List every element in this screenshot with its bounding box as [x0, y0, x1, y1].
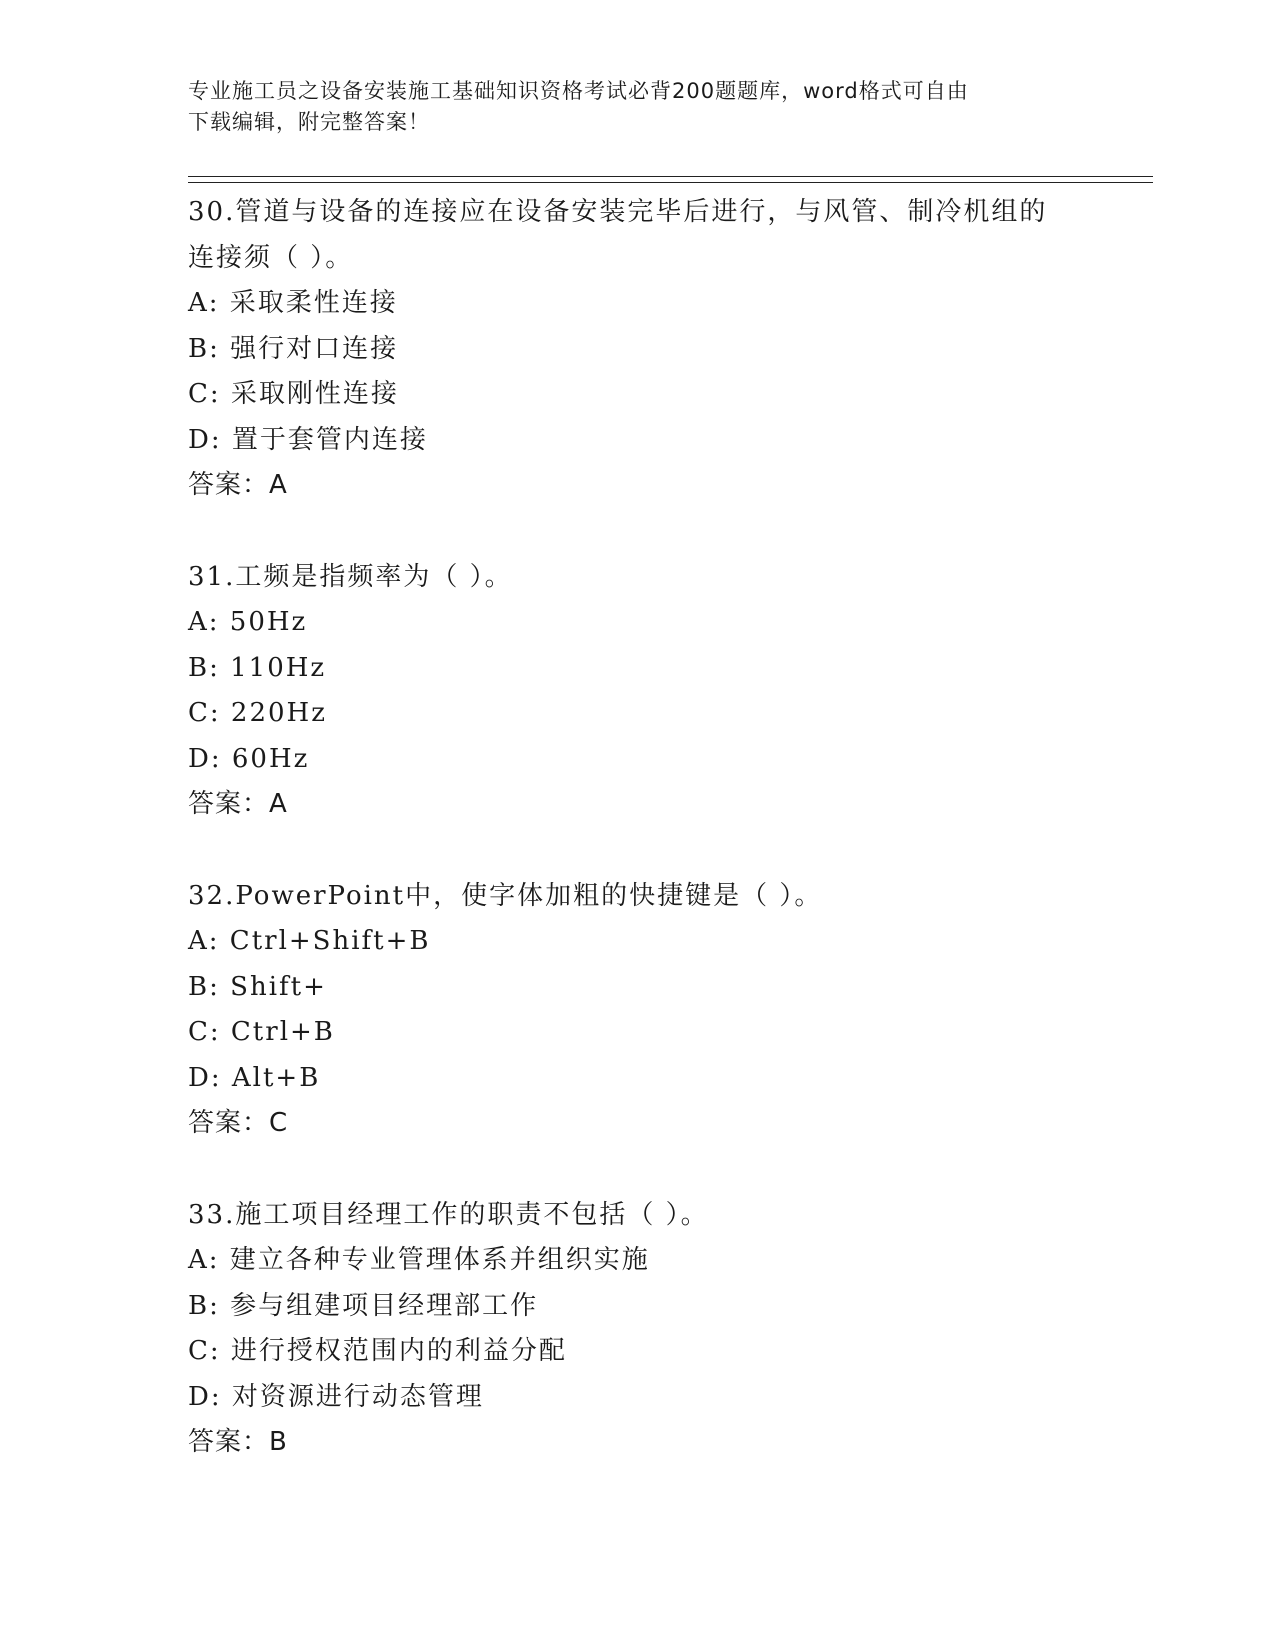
- question-32: [188, 874, 1148, 1147]
- document-header: [188, 76, 1068, 138]
- header-line-1: 专业施工员之设备安装施工基础知识资格考试必背200题题库，word格式可自由: [188, 79, 969, 103]
- answer-line: 答案：A: [188, 789, 288, 819]
- option-b: B: 强行对口连接: [188, 333, 399, 364]
- option-d: D: 置于套管内连接: [188, 424, 428, 455]
- option-b: B: 参与组建项目经理部工作: [188, 1290, 539, 1321]
- question-31: [188, 555, 1148, 828]
- option-a: A: 50Hz: [188, 607, 308, 637]
- header-divider-top: [188, 176, 1153, 177]
- option-d: D: 60Hz: [188, 743, 310, 774]
- answer-line: 答案：C: [188, 1108, 289, 1138]
- question-stem-line-1: 33.施工项目经理工作的职责不包括（ ）。: [188, 1199, 709, 1230]
- question-stem-line-1: 32.PowerPoint中，使字体加粗的快捷键是（ ）。: [188, 880, 823, 911]
- question-30: [188, 190, 1148, 509]
- header-divider-bottom: [188, 182, 1153, 183]
- option-b: B: Shift+: [188, 971, 327, 1002]
- option-c: C: Ctrl+B: [188, 1017, 335, 1047]
- option-a: A: 建立各种专业管理体系并组织实施: [188, 1245, 650, 1275]
- question-stem-line-1: 30.管道与设备的连接应在设备安装完毕后进行，与风管、制冷机组的: [188, 197, 1048, 227]
- answer-line: 答案：B: [188, 1427, 288, 1457]
- option-a: A: Ctrl+Shift+B: [188, 926, 431, 956]
- option-c: C: 采取刚性连接: [188, 379, 399, 409]
- option-d: D: 对资源进行动态管理: [188, 1381, 484, 1412]
- question-stem-line-1: 31.工频是指频率为（ ）。: [188, 561, 513, 592]
- option-c: C: 220Hz: [188, 698, 327, 728]
- question-list: [188, 190, 1148, 1512]
- header-line-2: 下载编辑，附完整答案！: [188, 110, 430, 134]
- question-33: [188, 1193, 1148, 1466]
- option-a: A: 采取柔性连接: [188, 288, 398, 318]
- answer-line: 答案：A: [188, 470, 288, 500]
- option-b: B: 110Hz: [188, 652, 327, 683]
- option-c: C: 进行授权范围内的利益分配: [188, 1336, 567, 1366]
- option-d: D: Alt+B: [188, 1062, 321, 1093]
- question-stem-line-2: 连接须（ ）。: [188, 242, 354, 273]
